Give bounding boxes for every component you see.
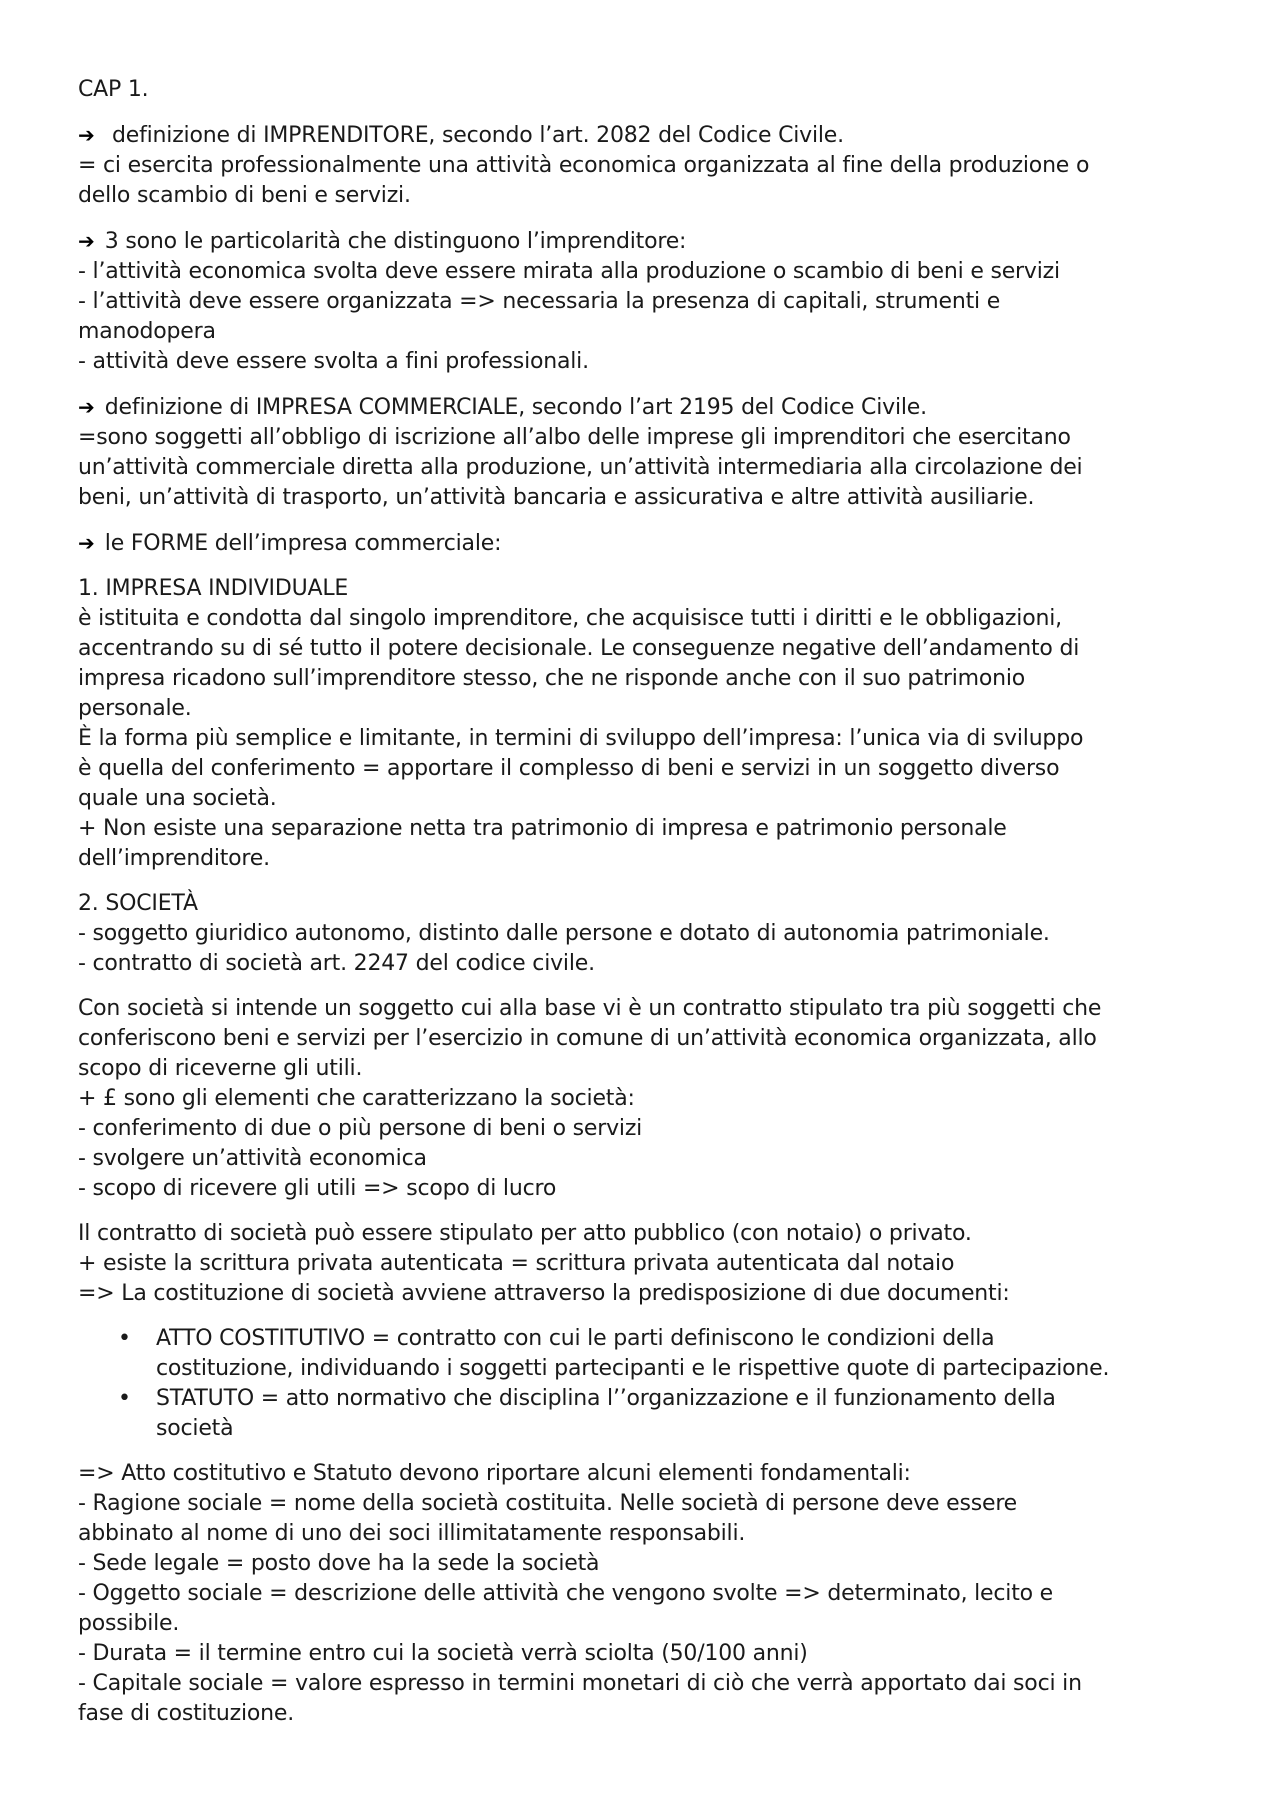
text-line: ATTO COSTITUTIVO = contratto con cui le parti definiscono le condizioni della <box>156 1326 995 1351</box>
text-line: - Capitale sociale = valore espresso in termini monetari di ciò che verrà apportato dai soci in <box>78 1671 1082 1696</box>
text-line: dell’imprenditore. <box>78 846 270 871</box>
document-page <box>78 75 1218 1744</box>
section-particolarita <box>78 226 1218 377</box>
text-line: - Sede legale = posto dove ha la sede la società <box>78 1551 600 1576</box>
section-heading <box>78 392 1218 423</box>
text-line: + £ sono gli elementi che caratterizzano la società: <box>78 1086 635 1111</box>
text-line: fase di costituzione. <box>78 1701 295 1726</box>
list-item <box>78 1324 1218 1384</box>
text-line: dello scambio di beni e servizi. <box>78 183 411 208</box>
text-line: Il contratto di società può essere stipulato per atto pubblico (con notaio) o privato. <box>78 1221 972 1246</box>
section-heading <box>78 226 1218 257</box>
section-forme <box>78 528 1218 559</box>
text-line: impresa ricadono sull’imprenditore stesso, che ne risponde anche con il suo patrimonio <box>78 666 1026 691</box>
section-heading <box>78 120 1218 151</box>
text-line: + esiste la scrittura privata autenticata = scrittura privata autenticata dal notaio <box>78 1251 955 1276</box>
chapter-title-block <box>78 75 1218 105</box>
subsection-title: 1. IMPRESA INDIVIDUALE <box>78 576 349 601</box>
text-line: - l’attività economica svolta deve essere mirata alla produzione o scambio di beni e servizi <box>78 259 1060 284</box>
list-item <box>78 1384 1218 1444</box>
text-line: - conferimento di due o più persone di beni o servizi <box>78 1116 643 1141</box>
text-line: STATUTO = atto normativo che disciplina l’’organizzazione e il funzionamento della <box>156 1386 1056 1411</box>
text-line: scopo di riceverne gli utili. <box>78 1056 363 1081</box>
text-line: costituzione, individuando i soggetti partecipanti e le rispettive quote di partecipazione. <box>156 1356 1110 1381</box>
text-line: è istituita e condotta dal singolo imprenditore, che acquisisce tutti i diritti e le obbligazioni, <box>78 606 1062 631</box>
text-line: accentrando su di sé tutto il potere decisionale. Le conseguenze negative dell’andamento di <box>78 636 1080 661</box>
arrow-right-icon: ➔ <box>78 395 95 419</box>
text-line: manodopera <box>78 319 216 344</box>
text-line: - svolgere un’attività economica <box>78 1146 427 1171</box>
text-line: conferiscono beni e servizi per l’esercizio in comune di un’attività economica organizzata, allo <box>78 1026 1097 1051</box>
text-line: - Ragione sociale = nome della società costituita. Nelle società di persone deve essere <box>78 1491 1018 1516</box>
text-line: - Durata = il termine entro cui la società verrà sciolta (50/100 anni) <box>78 1641 808 1666</box>
text-line: un’attività commerciale diretta alla produzione, un’attività intermediaria alla circolazione dei <box>78 455 1083 480</box>
bullet-icon: • <box>118 1386 131 1411</box>
documenti-bullet-list <box>78 1324 1218 1444</box>
text-line: Con società si intende un soggetto cui alla base vi è un contratto stipulato tra più soggetti che <box>78 996 1102 1021</box>
text-line: => Atto costitutivo e Statuto devono riportare alcuni elementi fondamentali: <box>78 1461 911 1486</box>
section-impresa-individuale <box>78 574 1218 874</box>
text-line: => La costituzione di società avviene attraverso la predisposizione di due documenti: <box>78 1281 1010 1306</box>
text-line: =sono soggetti all’obbligo di iscrizione all’albo delle imprese gli imprenditori che esercitano <box>78 425 1071 450</box>
heading-text: 3 sono le particolarità che distinguono l’imprenditore: <box>104 229 687 254</box>
subsection-title: 2. SOCIETÀ <box>78 891 198 916</box>
text-line: È la forma più semplice e limitante, in termini di sviluppo dell’impresa: l’unica via di sviluppo <box>78 726 1084 751</box>
text-line: - l’attività deve essere organizzata => necessaria la presenza di capitali, strumenti e <box>78 289 1001 314</box>
arrow-right-icon: ➔ <box>78 531 95 555</box>
section-elementi <box>78 1459 1218 1729</box>
text-line: personale. <box>78 696 192 721</box>
heading-text: definizione di IMPRESA COMMERCIALE, secondo l’art 2195 del Codice Civile. <box>104 395 927 420</box>
text-line: + Non esiste una separazione netta tra patrimonio di impresa e patrimonio personale <box>78 816 1007 841</box>
section-societa-definizione <box>78 994 1218 1204</box>
section-heading <box>78 528 1218 559</box>
text-line: società <box>156 1416 234 1441</box>
section-impresa-commerciale <box>78 392 1218 513</box>
arrow-right-icon: ➔ <box>78 229 95 253</box>
text-line: - contratto di società art. 2247 del codice civile. <box>78 951 595 976</box>
section-societa <box>78 889 1218 979</box>
text-line: = ci esercita professionalmente una attività economica organizzata al fine della produzione o <box>78 153 1090 178</box>
text-line: - scopo di ricevere gli utili => scopo di lucro <box>78 1176 557 1201</box>
bullet-icon: • <box>118 1326 131 1351</box>
text-line: possibile. <box>78 1611 180 1636</box>
text-line: beni, un’attività di trasporto, un’attività bancaria e assicurativa e altre attività ausiliarie. <box>78 485 1035 510</box>
section-imprenditore <box>78 120 1218 211</box>
text-line: - Oggetto sociale = descrizione delle attività che vengono svolte => determinato, lecito e <box>78 1581 1054 1606</box>
text-line: quale una società. <box>78 786 277 811</box>
heading-text: definizione di IMPRENDITORE, secondo l’art. 2082 del Codice Civile. <box>112 123 844 148</box>
text-line: è quella del conferimento = apportare il complesso di beni e servizi in un soggetto diverso <box>78 756 1060 781</box>
text-line: - attività deve essere svolta a fini professionali. <box>78 349 589 374</box>
section-contratto <box>78 1219 1218 1309</box>
text-line: - soggetto giuridico autonomo, distinto dalle persone e dotato di autonomia patrimoniale. <box>78 921 1050 946</box>
heading-text: le FORME dell’impresa commerciale: <box>104 531 502 556</box>
text-line: abbinato al nome di uno dei soci illimitatamente responsabili. <box>78 1521 746 1546</box>
chapter-title: CAP 1. <box>78 77 149 102</box>
arrow-right-icon: ➔ <box>78 123 95 147</box>
